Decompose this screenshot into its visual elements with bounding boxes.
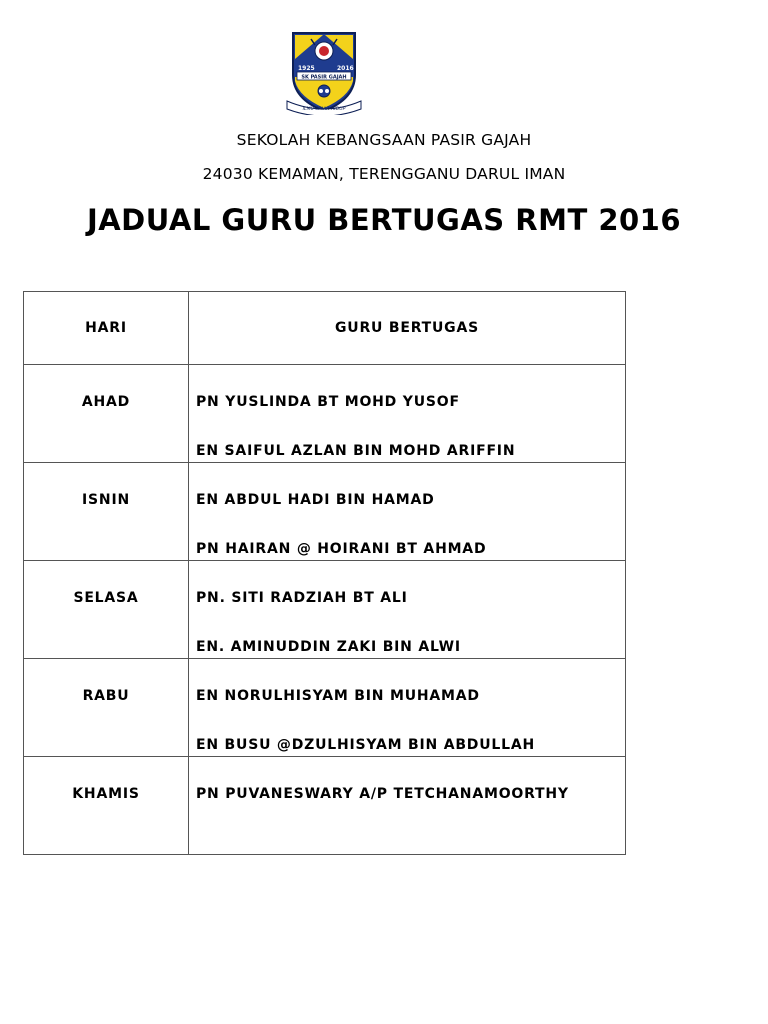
teacher-name: EN BUSU @DZULHISYAM BIN ABDULLAH — [196, 737, 535, 753]
duty-roster-table — [23, 291, 626, 855]
school-crest-logo — [283, 29, 365, 115]
day-cell — [24, 463, 189, 561]
column-header-day: HARI — [24, 292, 189, 365]
day-cell — [24, 561, 189, 659]
teacher-name — [189, 802, 625, 835]
teacher-name: EN ABDUL HADI BIN HAMAD — [196, 492, 435, 508]
day-cell — [24, 659, 189, 757]
day-label: RABU — [82, 688, 130, 704]
table-row — [24, 659, 626, 757]
school-address: 24030 KEMAMAN, TERENGGANU DARUL IMAN — [202, 165, 566, 183]
teacher-name: EN SAIFUL AZLAN BIN MOHD ARIFFIN — [196, 443, 516, 459]
teacher-cell — [189, 757, 626, 855]
day-label: ISNIN — [82, 492, 130, 508]
column-header-teacher: GURU BERTUGAS — [189, 292, 626, 365]
table-row — [24, 463, 626, 561]
teacher-name: EN. AMINUDDIN ZAKI BIN ALWI — [196, 639, 461, 655]
svg-text:2016: 2016 — [337, 65, 354, 72]
svg-text:SK PASIR GAJAH: SK PASIR GAJAH — [301, 74, 347, 81]
day-label: KHAMIS — [72, 786, 140, 802]
teacher-cell — [189, 365, 626, 463]
day-label: AHAD — [81, 394, 131, 410]
day-cell — [24, 365, 189, 463]
teacher-name: PN HAIRAN @ HOIRANI BT AHMAD — [196, 541, 487, 557]
teacher-cell — [189, 659, 626, 757]
teacher-name: PN YUSLINDA BT MOHD YUSOF — [196, 394, 460, 410]
table-header-row — [24, 292, 626, 365]
table-row — [24, 561, 626, 659]
teacher-cell — [189, 463, 626, 561]
teacher-cell — [189, 561, 626, 659]
day-cell — [24, 757, 189, 855]
teacher-name: EN NORULHISYAM BIN MUHAMAD — [196, 688, 480, 704]
school-name: SEKOLAH KEBANGSAAN PASIR GAJAH — [236, 131, 532, 149]
day-label: SELASA — [73, 590, 139, 606]
teacher-name: PN PUVANESWARY A/P TETCHANAMOORTHY — [196, 786, 569, 802]
svg-text:ILMU SINAR HIDUP: ILMU SINAR HIDUP — [302, 107, 346, 112]
svg-text:1925: 1925 — [298, 65, 315, 72]
table-row — [24, 757, 626, 855]
page-title: JADUAL GURU BERTUGAS RMT 2016 — [86, 203, 682, 237]
teacher-name: PN. SITI RADZIAH BT ALI — [196, 590, 408, 606]
table-row — [24, 365, 626, 463]
